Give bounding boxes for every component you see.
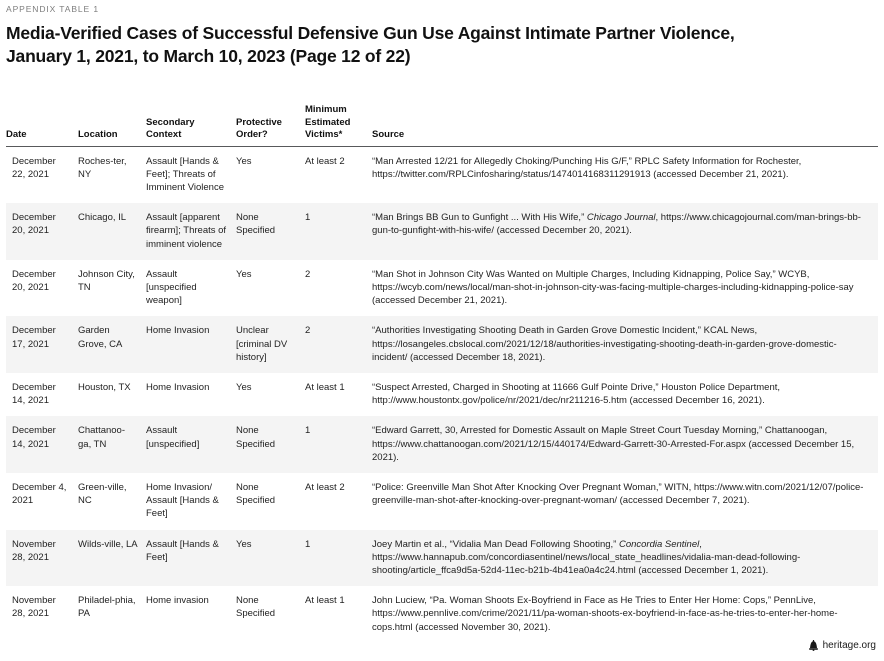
table-row (6, 416, 878, 473)
cell-date: December 20, 2021 (6, 203, 78, 260)
source-text (372, 156, 801, 180)
cell-secondary-context: Assault [unspecified weapon] (146, 260, 236, 317)
source-text-pre: Joey Martin et al., “Vidalia Man Dead Following Shooting,” (372, 538, 619, 550)
cell-protective-order: Yes (236, 260, 305, 317)
cell-secondary-context: Assault [Hands & Feet]; Threats of Imminent Violence (146, 146, 236, 203)
cell-date: December 17, 2021 (6, 316, 78, 373)
cell-protective-order: None Specified (236, 586, 305, 643)
page-title (6, 22, 796, 68)
cell-source (372, 260, 878, 317)
cell-location: Roches-ter, NY (78, 146, 146, 203)
source-text (372, 382, 780, 406)
source-publication-name: Concordia Sentinel (618, 538, 700, 550)
cell-protective-order: None Specified (236, 416, 305, 473)
table-row (6, 373, 878, 416)
column-header-protective-order-line-1: Protective (236, 116, 282, 128)
cell-date: December 14, 2021 (6, 416, 78, 473)
cell-source (372, 146, 878, 203)
table-header (6, 104, 878, 146)
column-header-secondary-context-line-2: Context (146, 129, 182, 140)
cell-source (372, 473, 878, 530)
cell-minimum-estimated-victims: 2 (305, 316, 372, 373)
cell-source (372, 203, 878, 260)
column-header-source: Source (372, 104, 878, 146)
appendix-table (6, 104, 878, 643)
cell-location: Wilds-ville, LA (78, 530, 146, 587)
source-text-post: , https://www.hannapub.com/concordiasentinel/news/local_state_headlines/vidalia-man-dead-following-shooting/article_ffca9d5a-52d4-11ec-b21b-4b41ea0a4c24.html (accessed December 1, 2021). (372, 538, 801, 576)
table-row (6, 146, 878, 203)
source-text-pre: “Authorities Investigating Shooting Death in Garden Grove Domestic Incident,” KCAL News, https://losangeles.cbslocal.com/2021/12/18/authorities-investigating-shooting-death-in-garden-grove-domestic-incident/ (accessed December 18, 2021). (372, 325, 837, 363)
cell-location: Chattanoo-ga, TN (78, 416, 146, 473)
appendix-label: APPENDIX TABLE 1 (6, 4, 99, 14)
cell-location: Green-ville, NC (78, 473, 146, 530)
column-header-victims-line-2: Estimated (305, 116, 351, 128)
source-text (372, 269, 854, 306)
cell-secondary-context: Home Invasion (146, 373, 236, 416)
table-row (6, 203, 878, 260)
source-text (372, 325, 837, 362)
table-row (6, 473, 878, 530)
source-text-pre: “Suspect Arrested, Charged in Shooting at 11666 Gulf Pointe Drive,” Houston Police Department, http://www.houstontx.gov/police/nr/2021/dec/nr211216-5.htm (accessed December 16, 2021). (372, 381, 781, 407)
liberty-bell-icon (809, 640, 818, 651)
source-text-pre: “Police: Greenville Man Shot After Knocking Over Pregnant Woman,” WITN, https://www.witn.com/2021/12/07/police-greenville-man-shot-after-knocking-over-pregnant-woman/ (accessed December 7, 2021). (372, 481, 864, 507)
column-header-date: Date (6, 104, 78, 146)
cell-source (372, 530, 878, 587)
cell-source (372, 316, 878, 373)
cell-location: Philadel-phia, PA (78, 586, 146, 643)
column-header-protective-order-line-2: Order? (236, 129, 268, 140)
cell-location: Chicago, IL (78, 203, 146, 260)
column-header-minimum-estimated-victims (305, 104, 372, 146)
source-text (372, 425, 854, 462)
cell-source (372, 373, 878, 416)
cell-minimum-estimated-victims: 2 (305, 260, 372, 317)
cell-secondary-context: Home Invasion (146, 316, 236, 373)
table-row (6, 586, 878, 643)
source-text (372, 212, 861, 236)
column-header-protective-order (236, 104, 305, 146)
footer-logo (809, 640, 876, 651)
cell-minimum-estimated-victims: At least 1 (305, 373, 372, 416)
cell-date: December 20, 2021 (6, 260, 78, 317)
cell-minimum-estimated-victims: At least 1 (305, 586, 372, 643)
source-text-pre: “Man Brings BB Gun to Gunfight ... With His Wife,” (372, 212, 587, 224)
cell-minimum-estimated-victims: 1 (305, 203, 372, 260)
page-title-line-2: January 1, 2021, to March 10, 2023 (Page 12 of 22) (6, 46, 411, 66)
cell-location: Garden Grove, CA (78, 316, 146, 373)
table-row (6, 260, 878, 317)
cell-secondary-context: Assault [apparent firearm]; Threats of imminent violence (146, 203, 236, 260)
cell-secondary-context: Assault [unspecified] (146, 416, 236, 473)
table-row (6, 316, 878, 373)
column-header-secondary-context (146, 104, 236, 146)
source-text (372, 482, 863, 506)
cell-location: Houston, TX (78, 373, 146, 416)
source-text-pre: “Man Arrested 12/21 for Allegedly Choking/Punching His G/F,” RPLC Safety Information for Rochester, https://twitter.com/RPLCinfosharing/status/1474014168311291913 (accessed December 21, 2021). (372, 155, 802, 180)
cell-source (372, 416, 878, 473)
column-header-secondary-context-line-1: Secondary (146, 116, 195, 128)
cell-date: November 28, 2021 (6, 586, 78, 643)
cell-minimum-estimated-victims: At least 2 (305, 473, 372, 530)
cell-date: December 22, 2021 (6, 146, 78, 203)
cell-protective-order: Unclear [criminal DV history] (236, 316, 305, 373)
page-title-line-1: Media-Verified Cases of Successful Defensive Gun Use Against Intimate Partner Violence, (6, 23, 735, 43)
cell-location: Johnson City, TN (78, 260, 146, 317)
cell-secondary-context: Assault [Hands & Feet] (146, 530, 236, 587)
cell-secondary-context: Home Invasion/ Assault [Hands & Feet] (146, 473, 236, 530)
cell-minimum-estimated-victims: At least 2 (305, 146, 372, 203)
cell-protective-order: None Specified (236, 203, 305, 260)
source-text (372, 539, 800, 576)
column-header-location: Location (78, 104, 146, 146)
cell-protective-order: Yes (236, 373, 305, 416)
column-header-victims-line-3: Victims* (305, 129, 343, 140)
column-header-victims-line-1: Minimum (305, 104, 347, 115)
cell-date: December 14, 2021 (6, 373, 78, 416)
cell-protective-order: Yes (236, 530, 305, 587)
source-text-pre: John Luciew, “Pa. Woman Shoots Ex-Boyfriend in Face as He Tries to Enter Her Home: Cops,” PennLive, https://www.pennlive.com/crime/2021/11/pa-woman-shoots-ex-boyfriend-in-face-as-he-tries-to-enter-her-home-cops.html (accessed November 30, 2021). (372, 595, 838, 633)
source-text-pre: “Edward Garrett, 30, Arrested for Domestic Assault on Maple Street Court Tuesday Morning,” Chattanoogan, https://www.chattanoogan.com/2021/12/15/440174/Edward-Garrett-30-Arrested-For.aspx (accessed December 15, 2021). (372, 425, 855, 463)
cell-date: November 28, 2021 (6, 530, 78, 587)
cell-minimum-estimated-victims: 1 (305, 530, 372, 587)
cell-secondary-context: Home invasion (146, 586, 236, 643)
cell-source (372, 586, 878, 643)
footer-logo-text: heritage.org (822, 640, 876, 651)
source-text-pre: “Man Shot in Johnson City Was Wanted on Multiple Charges, Including Kidnapping, Police Say,” WCYB, https://wcyb.com/news/local/man-shot-in-johnson-city-was-facing-multiple-charges-including-kidnapping-police-say (accessed December 21, 2021). (372, 268, 854, 307)
cell-protective-order: Yes (236, 146, 305, 203)
source-text (372, 595, 838, 632)
table-header-row (6, 104, 878, 146)
source-text-post: , https://www.chicagojournal.com/man-brings-bb-gun-to-gunfight-with-his-wife/ (accessed December 20, 2021). (372, 212, 861, 237)
cell-date: December 4, 2021 (6, 473, 78, 530)
source-publication-name: Chicago Journal (586, 212, 656, 224)
table-row (6, 530, 878, 587)
cell-protective-order: None Specified (236, 473, 305, 530)
table-body (6, 146, 878, 643)
cell-minimum-estimated-victims: 1 (305, 416, 372, 473)
